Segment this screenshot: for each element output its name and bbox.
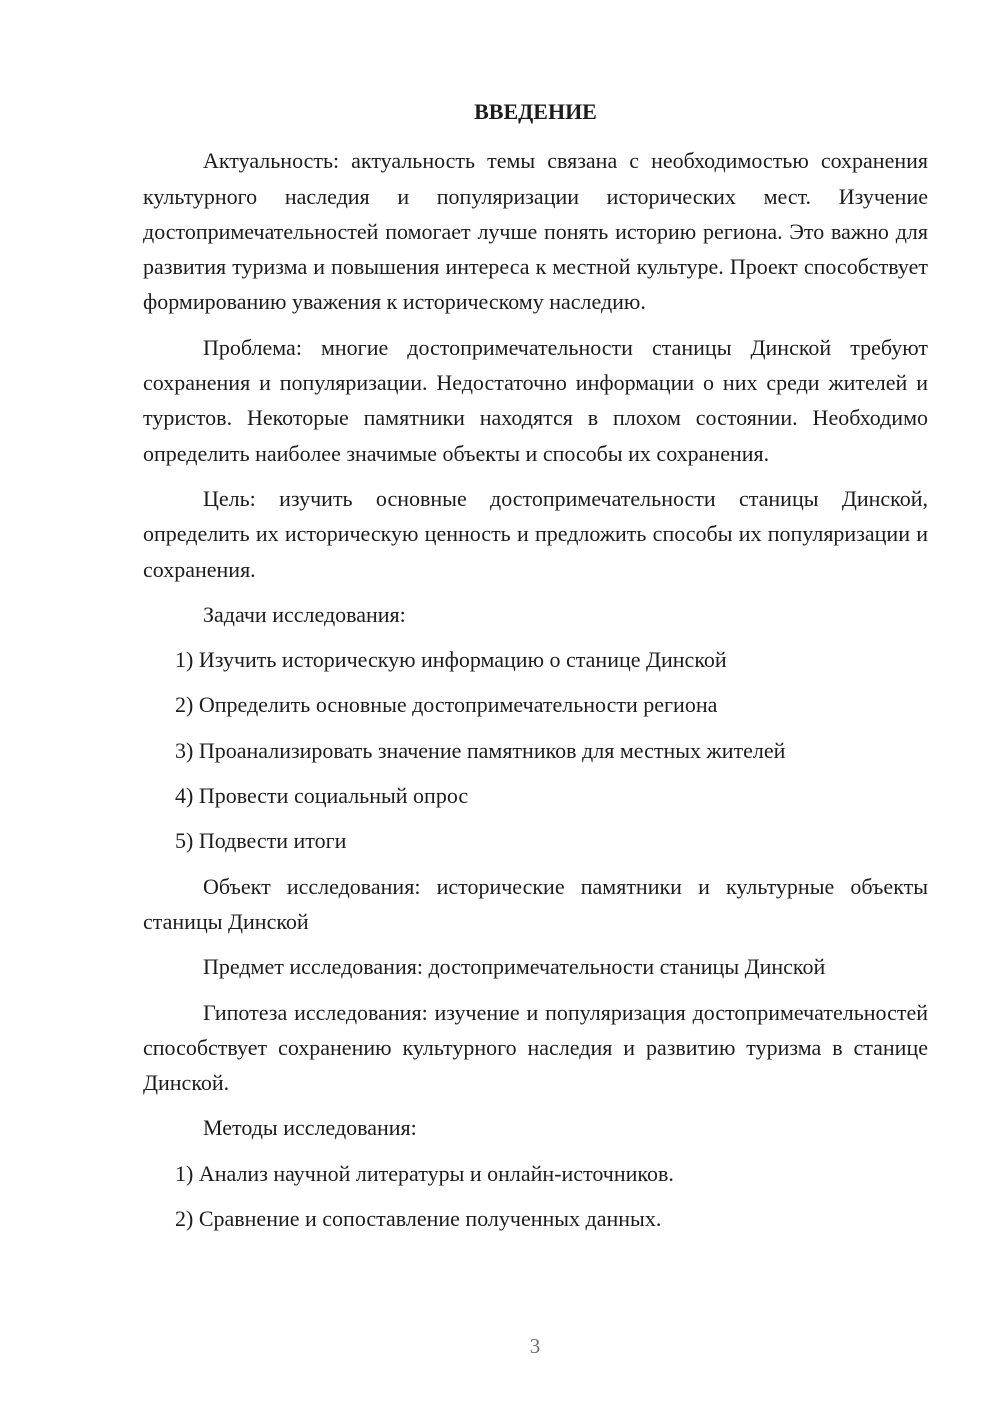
document-page (143, 94, 928, 1246)
list-item: 2) Определить основные достопримечательности региона (175, 692, 718, 718)
paragraph-problem: Проблема: многие достопримечательности станицы Динской требуют сохранения и популяризации. Недостаточно информации о них среди жителей и туристов. Некоторые памятники находятся в плохом состоянии. Необходимо определить наиболее значимые объекты и способы их сохранения. (143, 334, 928, 466)
list-item: 1) Анализ научной литературы и онлайн-источников. (175, 1160, 674, 1186)
section-title: ВВЕДЕНИЕ (474, 99, 597, 124)
list-item: 5) Подвести итоги (175, 828, 347, 854)
list-item: 4) Провести социальный опрос (175, 783, 469, 809)
list-item: 3) Проанализировать значение памятников для местных жителей (175, 737, 786, 763)
list-item: 1) Изучить историческую информацию о станице Динской (175, 647, 727, 673)
tasks-heading: Задачи исследования: (203, 601, 406, 627)
page-number: 3 (529, 1334, 541, 1358)
methods-list (143, 1156, 928, 1237)
tasks-list (143, 642, 928, 858)
list-item: 2) Сравнение и сопоставление полученных данных. (175, 1206, 662, 1232)
paragraph-subject: Предмет исследования: достопримечательности станицы Динской (203, 954, 826, 980)
paragraph-relevance: Актуальность: актуальность темы связана с необходимостью сохранения культурного наследия и популяризации исторических мест. Изучение достопримечательностей помогает лучше понять историю региона. Это важно для развития туризма и повышения интереса к местной культуре. Проект способствует формированию уважения к историческому наследию. (143, 148, 928, 315)
methods-heading: Методы исследования: (203, 1115, 417, 1141)
paragraph-hypothesis: Гипотеза исследования: изучение и популяризация достопримечательностей способствует сохранению культурного наследия и развитию туризма в станице Динской. (143, 999, 928, 1096)
paragraph-goal: Цель: изучить основные достопримечательности станицы Динской, определить их историческую ценность и предложить способы их популяризации и сохранения. (143, 485, 928, 582)
paragraph-object: Объект исследования: исторические памятники и культурные объекты станицы Динской (143, 873, 928, 934)
